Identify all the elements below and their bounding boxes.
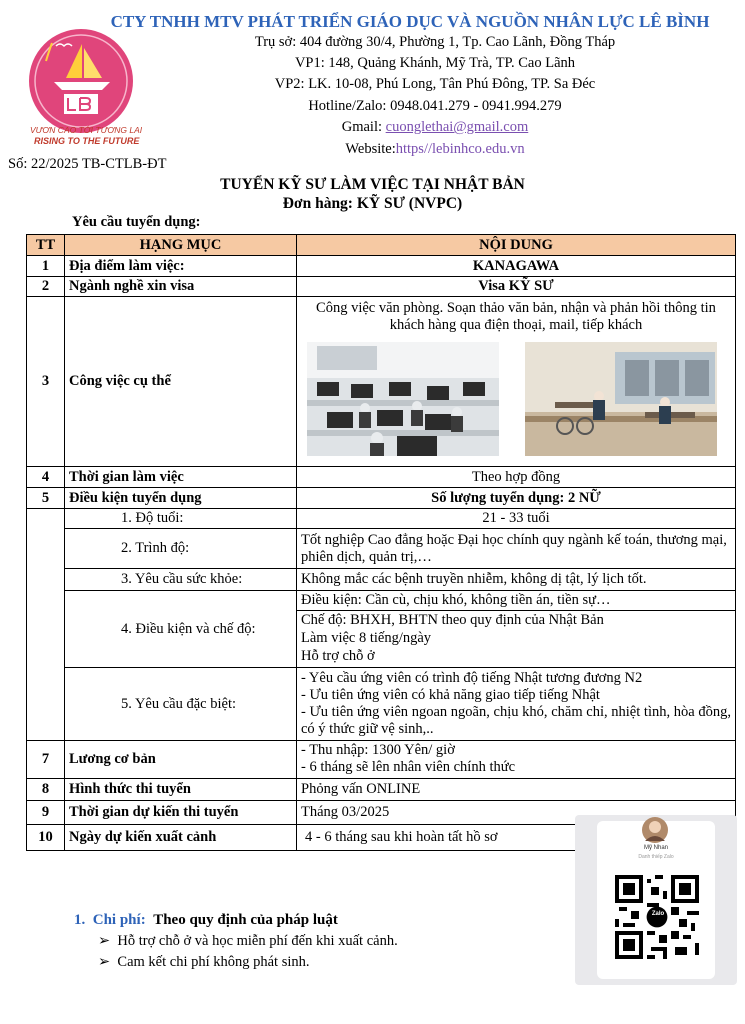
document-number: Số: 22/2025 TB-CTLB-ĐT: [8, 156, 167, 172]
cost-bullet: [98, 954, 310, 971]
row-content: Phỏng vấn ONLINE: [297, 779, 736, 801]
row-content-line: - Thu nhập: 1300 Yên/ giờ: [301, 742, 455, 758]
row-content: Không mắc các bệnh truyền nhiễm, không dị tật, lý lịch tốt.: [297, 569, 736, 591]
office-vp1: VP1: 148, Quảng Khánh, Mỹ Trà, TP. Cao Lãnh: [294, 55, 576, 71]
qr-caption: Danh thiếp Zalo: [638, 854, 674, 860]
row-content-line: Làm việc 8 tiếng/ngày: [301, 630, 432, 646]
avatar: [640, 815, 670, 845]
gmail-label: Gmail:: [341, 119, 386, 135]
header-no: TT: [27, 235, 65, 256]
office-photo-1: [307, 342, 499, 456]
cost-label: Chi phí:: [92, 912, 146, 928]
row-content-cell: [297, 297, 736, 467]
row-content: Visa KỸ SƯ: [297, 277, 736, 297]
cost-heading: [74, 912, 338, 929]
header-item: HẠNG MỤC: [65, 235, 297, 256]
row-no: 4: [27, 467, 65, 488]
office-photo-2: [525, 342, 717, 456]
requirements-table: [26, 234, 736, 851]
cost-value: Theo quy định của pháp luật: [153, 912, 338, 928]
table-subrow: [27, 569, 736, 591]
company-logo: [26, 26, 136, 136]
row-item: 5. Yêu cầu đặc biệt:: [65, 668, 297, 741]
row-item: 1. Độ tuổi:: [65, 509, 297, 529]
row-no: 1: [27, 256, 65, 277]
arrow-bullet-icon: ➢: [98, 954, 111, 970]
row-no: 10: [27, 825, 65, 851]
gmail-link[interactable]: cuonglethai@gmail.com: [385, 119, 529, 135]
order-subtitle: Đơn hàng: KỸ SƯ (NVPC): [282, 195, 463, 212]
website-link[interactable]: https//lebinhco.edu.vn: [395, 141, 525, 157]
table-row: [27, 297, 736, 467]
row-content-line: Hỗ trợ chỗ ở: [301, 648, 375, 664]
row-item: Thời gian dự kiến thi tuyển: [65, 801, 297, 825]
row-item: 2. Trình độ:: [65, 529, 297, 569]
row-no: 7: [27, 741, 65, 779]
table-header-row: [27, 235, 736, 256]
row-item: Địa điểm làm việc:: [65, 256, 297, 277]
row-content-line: - 6 tháng sẽ lên nhân viên chính thức: [301, 759, 516, 775]
header-content: NỘI DUNG: [297, 235, 736, 256]
row-content-line: Điều kiện: Cần cù, chịu khó, không tiền án, tiền sự…: [297, 591, 735, 611]
office-vp2: VP2: LK. 10-08, Phú Long, Tân Phú Đông, TP. Sa Đéc: [274, 76, 596, 92]
table-row: [27, 277, 736, 297]
row-item: 3. Yêu cầu sức khỏe:: [65, 569, 297, 591]
row-content: Công việc văn phòng. Soạn thảo văn bản, nhận và phản hồi thông tin khách hàng qua điện thoại, mail, tiếp khách: [316, 300, 716, 333]
cost-number: 1.: [74, 912, 86, 928]
table-subrow: [27, 509, 736, 529]
row-no: 8: [27, 779, 65, 801]
table-row: [27, 467, 736, 488]
row-no: 2: [27, 277, 65, 297]
table-subrow: [27, 668, 736, 741]
table-row: [27, 488, 736, 509]
cost-bullet-text: Cam kết chi phí không phát sinh.: [117, 954, 310, 970]
slogan-vi: VƯƠN CAO TỚI TƯƠNG LAI: [30, 125, 143, 135]
row-item: 4. Điều kiện và chế độ:: [65, 591, 297, 668]
page-title: TUYỂN KỸ SƯ LÀM VIỆC TẠI NHẬT BẢN: [220, 176, 525, 193]
row-no: 3: [27, 297, 65, 467]
row-item: Ngày dự kiến xuất cảnh: [65, 825, 297, 851]
row-no: 5: [27, 488, 65, 509]
company-name: CTY TNHH MTV PHÁT TRIỂN GIÁO DỤC VÀ NGUỒN NHÂN LỰC LÊ BÌNH: [110, 12, 710, 31]
row-content: 4 - 6 tháng sau khi hoàn tất hồ sơ: [297, 825, 736, 851]
row-content-cell: [297, 591, 736, 668]
row-content: Theo hợp đồng: [297, 467, 736, 488]
row-content: KANAGAWA: [297, 256, 736, 277]
table-subrow: [27, 529, 736, 569]
row-no: 9: [27, 801, 65, 825]
row-content: Tháng 03/2025: [297, 801, 736, 825]
row-content: Số lượng tuyển dụng: 2 NỮ: [297, 488, 736, 509]
row-content: Tốt nghiệp Cao đẳng hoặc Đại học chính quy ngành kế toán, thương mại, phiên dịch, quản trị,…: [297, 529, 736, 569]
row-item: Hình thức thi tuyển: [65, 779, 297, 801]
table-row: [27, 256, 736, 277]
qr-code: [615, 875, 699, 959]
gmail-line: [170, 119, 700, 136]
table-row: [27, 741, 736, 779]
website-line: [170, 141, 700, 158]
row-item: Lương cơ bản: [65, 741, 297, 779]
row-item: Công việc cụ thể: [65, 297, 297, 467]
requirements-label: Yêu cầu tuyển dụng:: [72, 214, 201, 230]
row-no-empty: [27, 509, 65, 741]
cost-bullet: [98, 933, 398, 950]
head-office-address: Trụ sở: 404 đường 30/4, Phường 1, Tp. Cao Lãnh, Đồng Tháp: [254, 34, 616, 50]
arrow-bullet-icon: ➢: [98, 933, 111, 949]
slogan-en: RISING TO THE FUTURE: [34, 136, 140, 146]
row-content: 21 - 33 tuổi: [297, 509, 736, 529]
zalo-label: Zalo: [651, 911, 665, 917]
qr-name: Mỹ Nhan: [643, 845, 668, 851]
row-item: Điều kiện tuyển dụng: [65, 488, 297, 509]
cost-bullet-text: Hỗ trợ chỗ ở và học miễn phí đến khi xuất cảnh.: [117, 933, 398, 949]
row-content-line: - Yêu cầu ứng viên có trình độ tiếng Nhật tương đương N2: [301, 670, 643, 686]
row-content-line: - Ưu tiên ứng viên có khả năng giao tiếp tiếng Nhật: [301, 687, 600, 703]
row-item: Thời gian làm việc: [65, 467, 297, 488]
table-subrow: [27, 591, 736, 668]
row-content-line: - Ưu tiên ứng viên ngoan ngoãn, chịu khó, chăm chỉ, nhiệt tình, hòa đồng, có ý thức giữ vệ sinh,..: [301, 704, 731, 737]
row-content-cell: [297, 668, 736, 741]
table-row: [27, 779, 736, 801]
zalo-qr-card[interactable]: [575, 815, 737, 985]
hotline: Hotline/Zalo: 0948.041.279 - 0941.994.279: [308, 98, 562, 114]
row-content-cell: [297, 741, 736, 779]
row-content-line: Chế độ: BHXH, BHTN theo quy định của Nhật Bản: [301, 612, 604, 628]
website-label: Website:: [345, 141, 396, 157]
row-item: Ngành nghề xin visa: [65, 277, 297, 297]
